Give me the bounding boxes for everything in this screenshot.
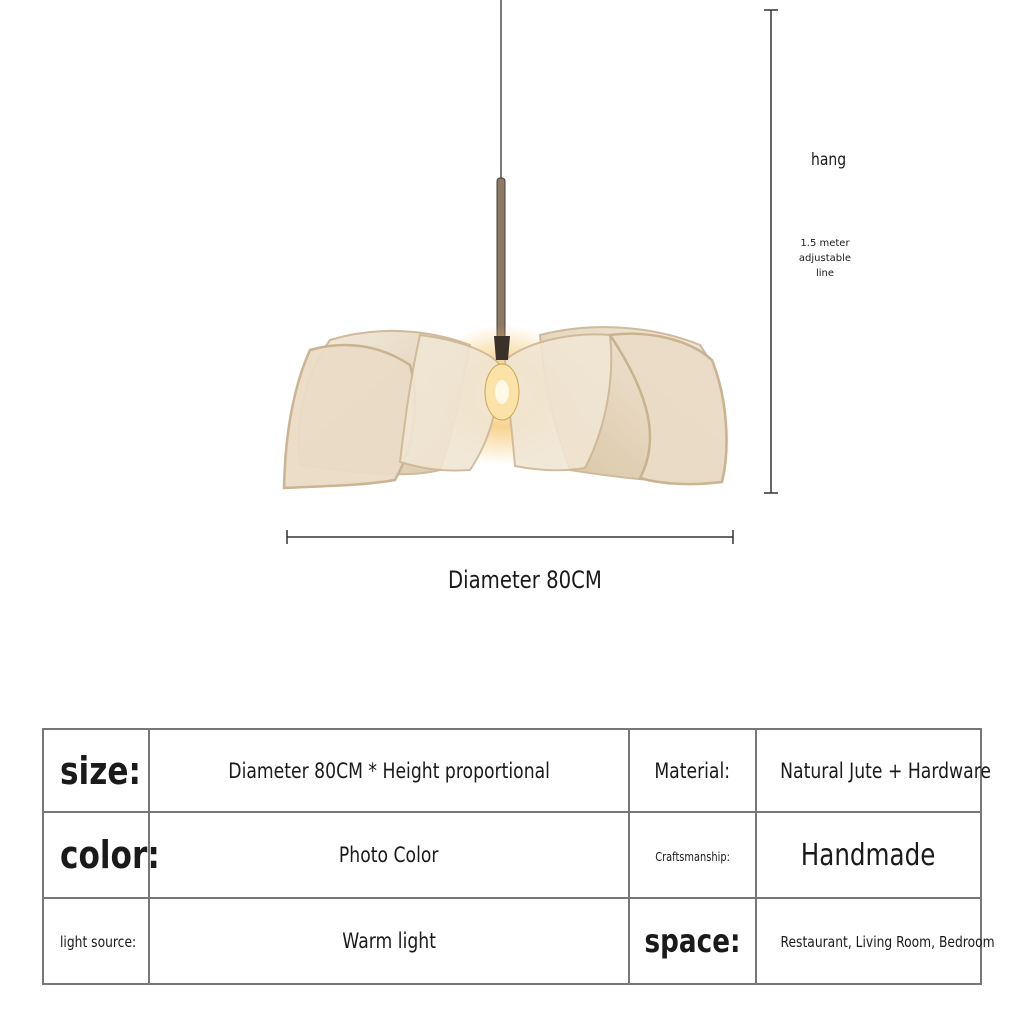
spec-value-light-source: Warm light [149, 898, 629, 984]
spec-label-color: color: [43, 812, 149, 898]
specification-table [42, 728, 995, 985]
cord-length-note: 1.5 meter adjustable line [798, 238, 852, 279]
spec-value-craftsmanship: Handmade [756, 812, 981, 898]
table-row [43, 729, 981, 812]
spec-value-space: Restaurant, Living Room, Bedroom [756, 898, 981, 984]
spec-label-material: Material: [629, 729, 756, 812]
petal-far-left [284, 345, 415, 488]
spec-label-craftsmanship: Craftsmanship: [629, 812, 756, 898]
diameter-label: Diameter 80CM [448, 566, 602, 594]
bulb-socket [494, 336, 510, 360]
spec-label-space: space: [629, 898, 756, 984]
spec-value-size: Diameter 80CM * Height proportional [149, 729, 629, 812]
hang-label: hang [811, 150, 847, 170]
lamp-stem [497, 178, 505, 338]
spec-label-size: size: [43, 729, 149, 812]
table-row [43, 898, 981, 984]
table-row [43, 812, 981, 898]
spec-label-light-source: light source: [43, 898, 149, 984]
spec-value-material: Natural Jute + Hardware [756, 729, 981, 812]
spec-value-color: Photo Color [149, 812, 629, 898]
